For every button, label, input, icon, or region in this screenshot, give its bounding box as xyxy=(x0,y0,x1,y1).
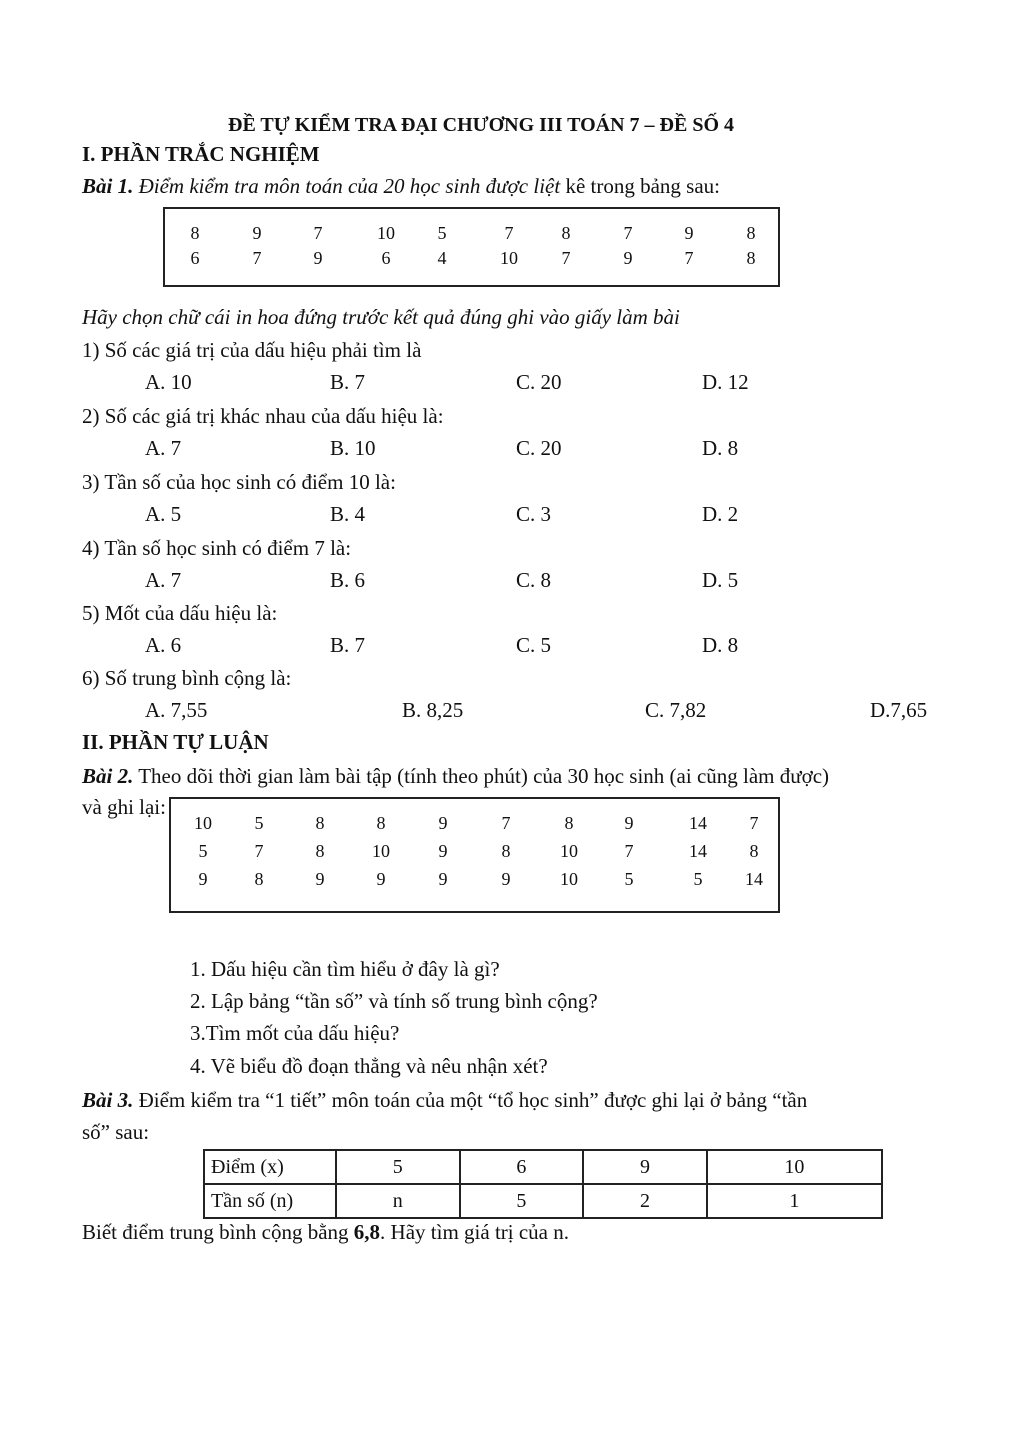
answer-option: B. 7 xyxy=(330,370,366,394)
freq-row-count xyxy=(204,1184,882,1218)
table1-cell: 7 xyxy=(313,223,323,243)
table2-box xyxy=(169,797,780,913)
answer-option: C. 8 xyxy=(516,568,552,592)
table1-cell: 9 xyxy=(684,223,694,243)
table2-cell: 7 xyxy=(624,841,634,861)
table1-cell: 6 xyxy=(381,248,391,268)
bai2-label: Bài 2. xyxy=(82,764,134,788)
section1-heading: I. PHẦN TRẮC NGHIỆM xyxy=(82,142,320,166)
table2-cell: 14 xyxy=(689,813,707,833)
bai2-text: Theo dõi thời gian làm bài tập (tính theo phút) của 30 học sinh (ai cũng làm được) xyxy=(138,764,830,788)
table2-cell: 8 xyxy=(254,869,264,889)
table2-cell: 10 xyxy=(194,813,212,833)
table1-cell: 7 xyxy=(684,248,694,268)
table1-cell: 9 xyxy=(623,248,633,268)
answer-option: C. 20 xyxy=(516,370,562,394)
table1-cell: 7 xyxy=(252,248,262,268)
answer-option: A. 7 xyxy=(145,568,182,592)
task-item: 3.Tìm mốt của dấu hiệu? xyxy=(190,1021,400,1045)
answer-option: D. 8 xyxy=(702,436,739,460)
bai3-q-value: 6,8 xyxy=(353,1220,381,1244)
instruction: Hãy chọn chữ cái in hoa đứng trước kết quả đúng ghi vào giấy làm bài xyxy=(82,305,680,329)
page-title: ĐỀ TỰ KIỂM TRA ĐẠI CHƯƠNG III TOÁN 7 – ĐỀ SỐ 4 xyxy=(228,114,735,136)
table1-box xyxy=(163,207,780,287)
freq-cell: 1 xyxy=(707,1184,882,1218)
bai3-q-after: . Hãy tìm giá trị của n. xyxy=(380,1220,569,1244)
bai3-text: Điểm kiểm tra “1 tiết” môn toán của một “tổ học sinh” được ghi lại ở bảng “tần xyxy=(138,1088,808,1112)
answer-option: D. 12 xyxy=(702,370,749,394)
bai3-question xyxy=(82,1220,569,1245)
answer-option: C. 3 xyxy=(516,502,552,526)
freq-cell: n xyxy=(336,1184,460,1218)
question-text: 2) Số các giá trị khác nhau của dấu hiệu là: xyxy=(82,404,444,428)
table1-cell: 7 xyxy=(623,223,633,243)
answer-option: B. 7 xyxy=(330,633,366,657)
table2-cell: 7 xyxy=(749,813,759,833)
bai1-prompt xyxy=(82,174,720,199)
table1-cell: 8 xyxy=(190,223,200,243)
table2-cell: 5 xyxy=(198,841,208,861)
table1-cell: 9 xyxy=(313,248,323,268)
question-text: 5) Mốt của dấu hiệu là: xyxy=(82,601,278,625)
table2-cell: 9 xyxy=(438,841,448,861)
freq-cell: 5 xyxy=(336,1150,460,1184)
table2-cell: 5 xyxy=(254,813,264,833)
table2-cell: 10 xyxy=(560,841,578,861)
answer-option: B. 8,25 xyxy=(402,698,464,722)
table2-cell: 7 xyxy=(501,813,511,833)
bai2-text2: và ghi lại: xyxy=(82,795,166,819)
answer-option: A. 7 xyxy=(145,436,182,460)
section2-heading: II. PHẦN TỰ LUẬN xyxy=(82,730,269,754)
task-item: 2. Lập bảng “tần số” và tính số trung bình cộng? xyxy=(190,989,598,1013)
table2-cell: 9 xyxy=(624,813,634,833)
table1-cell: 4 xyxy=(437,248,447,268)
answer-option: A. 5 xyxy=(145,502,182,526)
table1-cell: 10 xyxy=(500,248,518,268)
table1-cell: 8 xyxy=(746,248,756,268)
table1-cell: 5 xyxy=(437,223,447,243)
task-item: 4. Vẽ biểu đồ đoạn thẳng và nêu nhận xét? xyxy=(190,1054,548,1078)
bai1-label: Bài 1. xyxy=(82,174,134,198)
table2-cell: 14 xyxy=(745,869,763,889)
freq-cell: 9 xyxy=(583,1150,707,1184)
table2-cell: 9 xyxy=(438,869,448,889)
bai3-q-before: Biết điểm trung bình cộng bằng xyxy=(82,1220,349,1244)
table2-cell: 8 xyxy=(315,841,325,861)
question-text: 6) Số trung bình cộng là: xyxy=(82,666,292,690)
bai1-text-rest: kê trong bảng sau: xyxy=(565,174,720,198)
answer-option: B. 4 xyxy=(330,502,366,526)
table1-cell: 9 xyxy=(252,223,262,243)
table2-cell: 8 xyxy=(315,813,325,833)
table1-cell: 7 xyxy=(504,223,514,243)
freq-cell: 2 xyxy=(583,1184,707,1218)
table2-cell: 8 xyxy=(749,841,759,861)
table2-cell: 10 xyxy=(372,841,390,861)
table2-cell: 9 xyxy=(198,869,208,889)
table2-cell: 9 xyxy=(376,869,386,889)
table2-cell: 9 xyxy=(315,869,325,889)
bai3-text2: số” sau: xyxy=(82,1120,150,1144)
table1-cell: 8 xyxy=(561,223,571,243)
table2-cell: 9 xyxy=(501,869,511,889)
answer-option: D.7,65 xyxy=(870,698,928,722)
table2-cell: 9 xyxy=(438,813,448,833)
task-item: 1. Dấu hiệu cần tìm hiểu ở đây là gì? xyxy=(190,957,500,981)
table2-cell: 7 xyxy=(254,841,264,861)
answer-option: B. 10 xyxy=(330,436,376,460)
bai1-text-italic: Điểm kiểm tra môn toán của 20 học sinh được liệt xyxy=(138,174,561,198)
freq-cell: Tần số (n) xyxy=(204,1184,336,1218)
table1-cell: 8 xyxy=(746,223,756,243)
bai3-label: Bài 3. xyxy=(82,1088,134,1112)
answer-option: A. 10 xyxy=(145,370,192,394)
freq-row-score xyxy=(204,1150,882,1184)
table2-cell: 8 xyxy=(376,813,386,833)
freq-cell: 10 xyxy=(707,1150,882,1184)
answer-option: D. 8 xyxy=(702,633,739,657)
answer-option: D. 5 xyxy=(702,568,739,592)
table1-cell: 7 xyxy=(561,248,571,268)
question-text: 3) Tần số của học sinh có điểm 10 là: xyxy=(82,470,396,494)
table2-cell: 5 xyxy=(693,869,703,889)
answer-option: C. 5 xyxy=(516,633,552,657)
table1-cell: 10 xyxy=(377,223,395,243)
freq-cell: Điểm (x) xyxy=(204,1150,336,1184)
answer-option: A. 7,55 xyxy=(145,698,208,722)
freq-cell: 5 xyxy=(460,1184,584,1218)
bai3-prompt xyxy=(82,1088,807,1113)
bai2-prompt xyxy=(82,764,829,789)
answer-option: B. 6 xyxy=(330,568,366,592)
answer-option: C. 20 xyxy=(516,436,562,460)
answer-option: C. 7,82 xyxy=(645,698,707,722)
freq-cell: 6 xyxy=(460,1150,584,1184)
table2-cell: 8 xyxy=(501,841,511,861)
table2-cell: 5 xyxy=(624,869,634,889)
question-text: 1) Số các giá trị của dấu hiệu phải tìm là xyxy=(82,338,422,362)
table2-cell: 8 xyxy=(564,813,574,833)
answer-option: A. 6 xyxy=(145,633,182,657)
table1-cell: 6 xyxy=(190,248,200,268)
table2-cell: 10 xyxy=(560,869,578,889)
question-text: 4) Tần số học sinh có điểm 7 là: xyxy=(82,536,352,560)
answer-option: D. 2 xyxy=(702,502,739,526)
table2-cell: 14 xyxy=(689,841,707,861)
frequency-table xyxy=(203,1149,883,1219)
